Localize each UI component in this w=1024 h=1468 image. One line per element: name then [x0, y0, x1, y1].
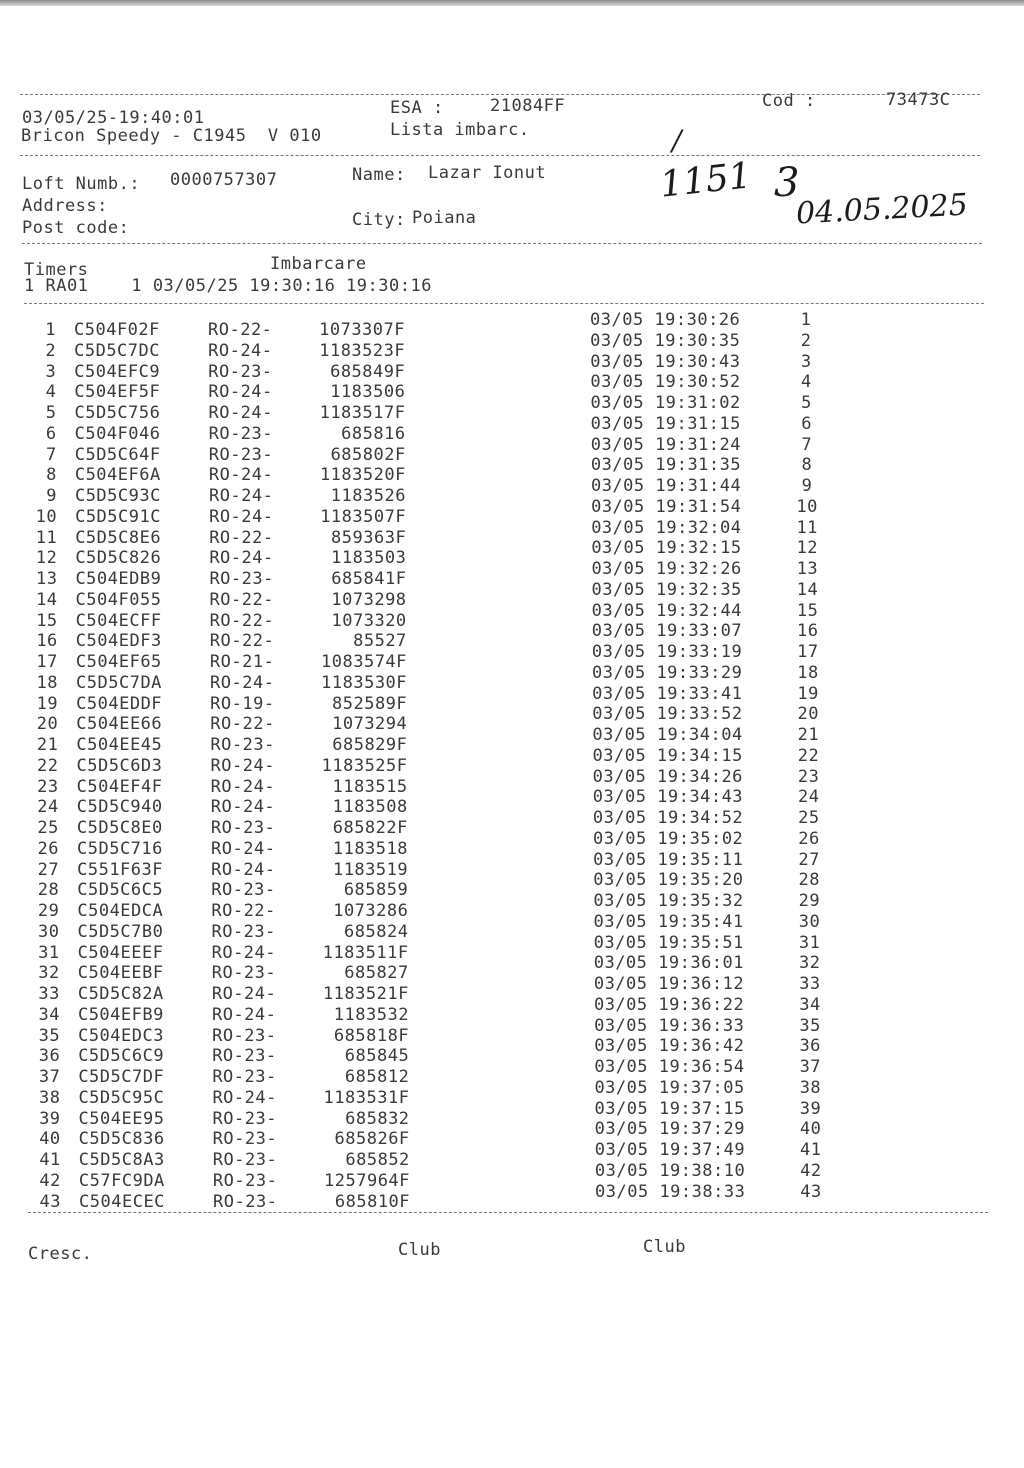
row-number: 27 [37, 859, 60, 880]
row-number: 3 [45, 361, 57, 382]
ring-number: 1183523F [319, 340, 406, 361]
sequence-number: 27 [798, 849, 820, 870]
arrival-time: 03/05 19:30:26 [590, 310, 741, 330]
arrival-time: 03/05 19:37:29 [594, 1119, 745, 1140]
handwritten-number: 1151 [658, 155, 754, 206]
sequence-number: 15 [796, 600, 819, 621]
arrival-time: 03/05 19:32:04 [591, 517, 742, 538]
ring-prefix: RO-23- [211, 963, 277, 984]
arrival-time: 03/05 19:34:26 [592, 766, 743, 787]
name-label: Name: [352, 165, 406, 185]
ring-number: 685826F [334, 1129, 410, 1150]
ring-number: 1183518 [332, 838, 408, 859]
separator-loft [22, 243, 982, 244]
ring-number: 1183517F [319, 403, 406, 423]
row-number: 31 [38, 942, 60, 963]
sequence-number: 26 [798, 828, 820, 849]
imbarcare-label: Imbarcare [270, 254, 367, 274]
address-label: Address: [22, 196, 108, 216]
transponder-code: C5D5C7B0 [77, 921, 164, 942]
ring-prefix: RO-24- [208, 340, 273, 361]
ring-prefix: RO-23- [208, 444, 274, 465]
ring-prefix: RO-23- [209, 569, 274, 589]
ring-prefix: RO-22- [208, 320, 273, 340]
sequence-number: 43 [800, 1181, 822, 1202]
transponder-code: C5D5C8E0 [76, 818, 163, 838]
arrival-time: 03/05 19:33:19 [591, 642, 743, 662]
ring-prefix: RO-22- [209, 589, 274, 610]
ring-prefix: RO-23- [208, 423, 274, 444]
ring-number: 1083574F [321, 652, 407, 672]
transponder-code: C504EF6A [74, 465, 161, 486]
esa-value: 21084FF [490, 96, 566, 116]
transponder-code: C504EEEF [77, 942, 164, 963]
ring-number: 685829F [332, 735, 408, 755]
ring-number: 685841F [331, 569, 407, 589]
sequence-number: 9 [801, 476, 813, 496]
row-number: 42 [39, 1170, 61, 1191]
ring-prefix: RO-23- [212, 1170, 278, 1191]
transponder-code: C504EE66 [76, 714, 163, 735]
sequence-number: 18 [797, 662, 819, 683]
transponder-code: C5D5C95C [78, 1087, 165, 1108]
sequence-number: 3 [800, 351, 812, 372]
row-number: 6 [45, 423, 57, 444]
row-number: 18 [36, 672, 59, 693]
arrival-time: 03/05 19:33:41 [592, 683, 743, 704]
esa-label: ESA : [390, 98, 444, 118]
ring-number: 1183511F [322, 942, 409, 963]
ring-number: 1183519 [332, 859, 409, 880]
arrival-time: 03/05 19:37:05 [594, 1077, 745, 1098]
ring-prefix: RO-24- [208, 382, 273, 403]
ring-number: 685818F [333, 1025, 410, 1046]
cod-label: Cod : [762, 91, 816, 111]
sequence-number: 19 [797, 683, 819, 704]
arrival-time: 03/05 19:30:35 [590, 330, 741, 351]
row-number: 2 [45, 340, 57, 361]
sequence-number: 29 [798, 891, 821, 911]
ring-prefix: RO-24- [211, 859, 276, 880]
transponder-code: C5D5C64F [74, 444, 161, 465]
arrival-time: 03/05 19:33:07 [591, 621, 743, 642]
row-number: 33 [38, 984, 60, 1004]
row-number: 4 [45, 382, 57, 403]
ring-prefix: RO-23- [212, 1150, 278, 1170]
ring-number: 685810F [334, 1191, 411, 1212]
city-value: Poiana [412, 208, 477, 228]
cresc-label: Cresc. [28, 1244, 93, 1264]
ring-number: 1183521F [322, 984, 409, 1004]
sequence-number: 30 [798, 911, 821, 932]
transponder-code: C504F046 [74, 423, 161, 444]
transponder-code: C5D5C6D3 [76, 755, 163, 776]
ring-prefix: RO-24- [209, 506, 274, 527]
row-number: 40 [39, 1129, 61, 1150]
transponder-code: C5D5C91C [75, 506, 161, 527]
sequence-number: 31 [798, 932, 821, 953]
transponder-code: C504F055 [75, 589, 162, 610]
postcode-label: Post code: [22, 218, 130, 238]
arrival-time: 03/05 19:36:22 [593, 994, 745, 1015]
ring-prefix: RO-24- [208, 403, 273, 423]
ring-prefix: RO-22- [211, 901, 276, 921]
arrival-time: 03/05 19:32:15 [591, 538, 742, 559]
arrival-time: 03/05 19:34:52 [592, 808, 744, 828]
sequence-number: 8 [801, 455, 813, 476]
ring-number: 685849F [330, 361, 406, 382]
sequence-number: 33 [799, 974, 821, 994]
row-number: 25 [37, 818, 59, 838]
handwritten-date: 04.05.2025 [795, 187, 969, 232]
transponder-code: C5D5C6C9 [78, 1046, 165, 1067]
device-info: Bricon Speedy - C1945 V 010 [21, 126, 322, 146]
arrival-time: 03/05 19:35:20 [593, 870, 744, 891]
ring-prefix: RO-24- [210, 755, 275, 776]
row-number: 22 [37, 755, 59, 776]
arrival-time: 03/05 19:33:29 [592, 662, 743, 683]
transponder-code: C5D5C940 [76, 797, 163, 818]
ring-prefix: RO-24- [209, 548, 274, 569]
report-datetime: 03/05/25-19:40:01 [22, 108, 205, 128]
arrival-time: 03/05 19:37:15 [594, 1098, 745, 1119]
row-number: 20 [36, 714, 59, 735]
row-number: 5 [45, 403, 57, 423]
arrival-time: 03/05 19:35:02 [593, 828, 744, 849]
transponder-code: C551F63F [77, 859, 163, 880]
row-number: 24 [37, 797, 59, 818]
transponder-code: C504EF5F [74, 382, 161, 403]
sequence-number: 28 [798, 870, 820, 891]
row-number: 8 [46, 465, 57, 486]
arrival-time: 03/05 19:34:43 [592, 787, 744, 808]
arrival-time: 03/05 19:32:35 [591, 579, 742, 600]
ring-prefix: RO-24- [208, 465, 274, 486]
ring-prefix: RO-24- [208, 486, 274, 506]
ring-prefix: RO-22- [210, 714, 275, 735]
ring-number: 685824 [344, 921, 409, 942]
ring-prefix: RO-23- [212, 1046, 277, 1067]
transponder-code: C5D5C7DA [76, 672, 162, 693]
ring-number: 1183532 [333, 1004, 409, 1025]
city-label: City: [352, 210, 406, 230]
ring-prefix: RO-24- [211, 1004, 277, 1025]
transponder-code: C504F02F [74, 320, 160, 340]
sequence-number: 37 [799, 1057, 822, 1077]
sequence-number: 39 [799, 1098, 822, 1119]
row-number: 14 [36, 589, 58, 610]
sequence-number: 1 [800, 310, 812, 330]
arrival-time: 03/05 19:38:10 [594, 1160, 746, 1181]
sequence-number: 17 [797, 642, 819, 662]
arrival-time: 03/05 19:32:26 [591, 559, 742, 579]
ring-number: 1073286 [333, 901, 409, 921]
ring-prefix: RO-24- [210, 776, 276, 797]
transponder-code: C504EDF3 [75, 631, 162, 652]
row-number: 21 [36, 735, 59, 755]
sequence-number: 12 [796, 538, 819, 559]
ring-number: 1073298 [331, 589, 407, 610]
sequence-number: 42 [800, 1160, 822, 1181]
transponder-code: C5D5C82A [77, 984, 164, 1004]
row-number: 9 [46, 486, 57, 506]
sequence-number: 32 [798, 953, 821, 974]
ring-number: 1183506 [330, 382, 406, 403]
ring-number: 1183525F [321, 755, 408, 776]
arrival-time: 03/05 19:30:43 [590, 351, 741, 372]
row-number: 28 [37, 880, 60, 901]
row-number: 32 [38, 963, 60, 984]
arrival-time: 03/05 19:34:15 [592, 745, 743, 766]
transponder-code: C504EF65 [75, 652, 162, 672]
ring-number: 1257964F [324, 1170, 410, 1191]
ring-number: 1073307F [319, 320, 405, 340]
arrival-time: 03/05 19:34:04 [592, 725, 743, 745]
row-number: 11 [35, 527, 58, 548]
transponder-code: C504EE45 [76, 735, 163, 755]
sequence-number: 4 [800, 372, 812, 393]
transponder-code: C504EE95 [78, 1108, 165, 1129]
transponder-code: C5D5C7DF [78, 1067, 165, 1087]
sequence-number: 11 [796, 517, 818, 538]
row-number: 38 [38, 1087, 61, 1108]
ring-prefix: RO-23- [212, 1067, 277, 1087]
row-number: 37 [38, 1067, 61, 1087]
arrival-time: 03/05 19:31:02 [590, 393, 741, 413]
list-title: Lista imbarc. [390, 120, 530, 140]
ring-number: 1183520F [319, 465, 406, 486]
cod-value: 73473C [886, 90, 951, 110]
row-number: 34 [38, 1004, 60, 1025]
ring-prefix: RO-24- [211, 838, 276, 859]
club-label-2: Club [643, 1237, 686, 1257]
arrival-time: 03/05 19:31:54 [591, 496, 742, 517]
ring-number: 1183526 [330, 486, 406, 506]
separator-top [20, 94, 980, 95]
arrival-time: 03/05 19:31:35 [590, 455, 742, 476]
row-number: 23 [37, 776, 59, 797]
ring-prefix: RO-22- [209, 631, 275, 652]
arrival-time: 03/05 19:35:41 [593, 911, 744, 932]
row-number: 1 [45, 320, 56, 340]
ring-prefix: RO-23- [212, 1129, 278, 1150]
ring-number: 1183531F [323, 1087, 410, 1108]
sequence-number: 5 [801, 393, 812, 413]
arrival-time: 03/05 19:31:15 [590, 413, 741, 434]
handwritten-tick: / [672, 124, 682, 157]
ring-number: 1183503 [331, 548, 407, 569]
ring-number: 685845 [344, 1046, 410, 1067]
ring-prefix: RO-24- [210, 797, 276, 818]
arrival-time: 03/05 19:31:24 [590, 434, 742, 455]
arrival-time: 03/05 19:37:49 [594, 1140, 746, 1160]
sequence-number: 10 [796, 496, 818, 517]
ring-prefix: RO-22- [209, 610, 275, 631]
ring-number: 1183530F [321, 672, 408, 693]
ring-prefix: RO-23- [210, 818, 276, 838]
ring-prefix: RO-21- [209, 652, 275, 672]
arrival-time: 03/05 19:31:44 [590, 476, 742, 496]
ring-number: 1073294 [332, 714, 408, 735]
transponder-code: C5D5C826 [75, 548, 162, 569]
arrival-time: 03/05 19:30:52 [590, 372, 741, 393]
arrival-time: 03/05 19:36:33 [594, 1015, 745, 1036]
ring-number: 1183507F [320, 506, 407, 527]
row-number: 41 [39, 1150, 61, 1170]
transponder-code: C504ECEC [79, 1191, 165, 1212]
sequence-number: 34 [799, 994, 821, 1015]
sequence-number: 23 [797, 766, 820, 787]
loft-number-value: 0000757307 [170, 170, 278, 190]
ring-number: 852589F [332, 693, 408, 714]
sequence-number: 41 [800, 1140, 822, 1160]
transponder-code: C504ECFF [75, 610, 162, 631]
ring-number: 685859 [343, 880, 409, 901]
sequence-number: 13 [796, 559, 819, 579]
sequence-number: 40 [799, 1119, 822, 1140]
ring-number: 685827 [344, 963, 409, 984]
ring-prefix: RO-24- [211, 942, 277, 963]
sequence-number: 6 [801, 413, 812, 434]
transponder-code: C5D5C8E6 [75, 527, 162, 548]
arrival-time: 03/05 19:36:01 [593, 953, 745, 974]
name-value: Lazar Ionut [428, 163, 547, 183]
ring-number: 1073320 [331, 610, 407, 631]
ring-prefix: RO-19- [210, 693, 275, 714]
sequence-number: 14 [796, 579, 819, 600]
loft-number-label: Loft Numb.: [22, 174, 141, 194]
ring-number: 685832 [345, 1108, 410, 1129]
transponder-code: C5D5C836 [78, 1129, 165, 1150]
separator-header [20, 155, 980, 156]
row-number: 12 [35, 548, 58, 569]
sequence-number: 21 [797, 725, 820, 745]
arrival-time: 03/05 19:36:54 [594, 1057, 745, 1077]
ring-prefix: RO-23- [212, 1025, 277, 1046]
sequence-number: 22 [797, 745, 820, 766]
separator-table-end [28, 1212, 988, 1213]
sequence-number: 24 [798, 787, 820, 808]
ring-prefix: RO-22- [209, 527, 274, 548]
transponder-code: C504EF4F [76, 776, 163, 797]
arrival-time: 03/05 19:38:33 [595, 1181, 746, 1202]
arrival-time: 03/05 19:35:32 [593, 891, 744, 911]
row-number: 7 [45, 444, 57, 465]
transponder-code: C504EDDF [76, 693, 163, 714]
ring-number: 685812 [344, 1067, 410, 1087]
transponder-code: C5D5C7DC [74, 340, 160, 361]
arrival-time: 03/05 19:35:11 [593, 849, 744, 870]
ring-number: 1183515 [332, 776, 408, 797]
ring-number: 685852 [345, 1150, 410, 1170]
arrival-time: 03/05 19:32:44 [591, 600, 742, 621]
row-number: 39 [39, 1108, 61, 1129]
row-number: 26 [37, 838, 59, 859]
sequence-number: 36 [799, 1036, 821, 1057]
row-number: 13 [35, 569, 58, 589]
sequence-number: 38 [799, 1077, 822, 1098]
ring-prefix: RO-23- [213, 1191, 278, 1212]
row-number: 10 [35, 506, 58, 527]
ring-prefix: RO-24- [212, 1087, 277, 1108]
transponder-code: C504EEBF [77, 963, 164, 984]
transponder-code: C504EDC3 [78, 1025, 164, 1046]
sequence-number: 2 [800, 330, 812, 351]
ring-number: 1183508 [332, 797, 408, 818]
row-number: 17 [36, 652, 58, 672]
ring-prefix: RO-24- [210, 672, 275, 693]
row-number: 29 [37, 901, 60, 921]
timers-label: Timers [24, 260, 89, 280]
sequence-number: 16 [797, 621, 819, 642]
transponder-code: C504EFB9 [77, 1004, 164, 1025]
sequence-number: 35 [799, 1015, 821, 1036]
ring-prefix: RO-23- [211, 880, 276, 901]
row-number: 19 [36, 693, 59, 714]
ring-prefix: RO-23- [208, 361, 273, 382]
row-number: 16 [36, 631, 58, 652]
arrival-time: 03/05 19:33:52 [592, 704, 743, 725]
sequence-number: 7 [801, 434, 813, 455]
row-number: 30 [37, 921, 60, 942]
separator-timers [24, 303, 984, 304]
transponder-code: C504EDCA [77, 901, 164, 921]
ring-prefix: RO-24- [211, 984, 277, 1004]
transponder-code: C504EDB9 [75, 569, 162, 589]
transponder-code: C5D5C756 [74, 403, 161, 423]
handwritten-count: 3 [774, 160, 800, 206]
row-number: 35 [38, 1025, 61, 1046]
ring-prefix: RO-23- [210, 735, 275, 755]
sequence-number: 20 [797, 704, 819, 725]
row-number: 43 [39, 1191, 62, 1212]
transponder-code: C57FC9DA [78, 1170, 165, 1191]
sequence-number: 25 [798, 808, 820, 828]
club-label-1: Club [398, 1240, 441, 1260]
ring-prefix: RO-23- [212, 1108, 277, 1129]
transponder-code: C5D5C93C [74, 486, 161, 506]
ring-number: 685802F [330, 444, 406, 465]
ring-number: 685816 [341, 423, 406, 444]
arrival-time: 03/05 19:35:51 [593, 932, 744, 953]
timer-line: 1 RA01 1 03/05/25 19:30:16 19:30:16 [24, 276, 432, 296]
arrival-time: 03/05 19:36:12 [593, 974, 745, 994]
row-number: 36 [38, 1046, 61, 1067]
ring-number: 859363F [331, 527, 407, 548]
arrival-time: 03/05 19:36:42 [594, 1036, 745, 1057]
ring-number: 685822F [332, 818, 408, 838]
ring-prefix: RO-23- [211, 921, 276, 942]
transponder-code: C5D5C6C5 [77, 880, 164, 901]
transponder-code: C504EFC9 [74, 361, 161, 382]
transponder-code: C5D5C716 [77, 838, 163, 859]
transponder-code: C5D5C8A3 [78, 1150, 165, 1170]
ring-number: 85527 [353, 631, 407, 652]
row-number: 15 [36, 610, 58, 631]
